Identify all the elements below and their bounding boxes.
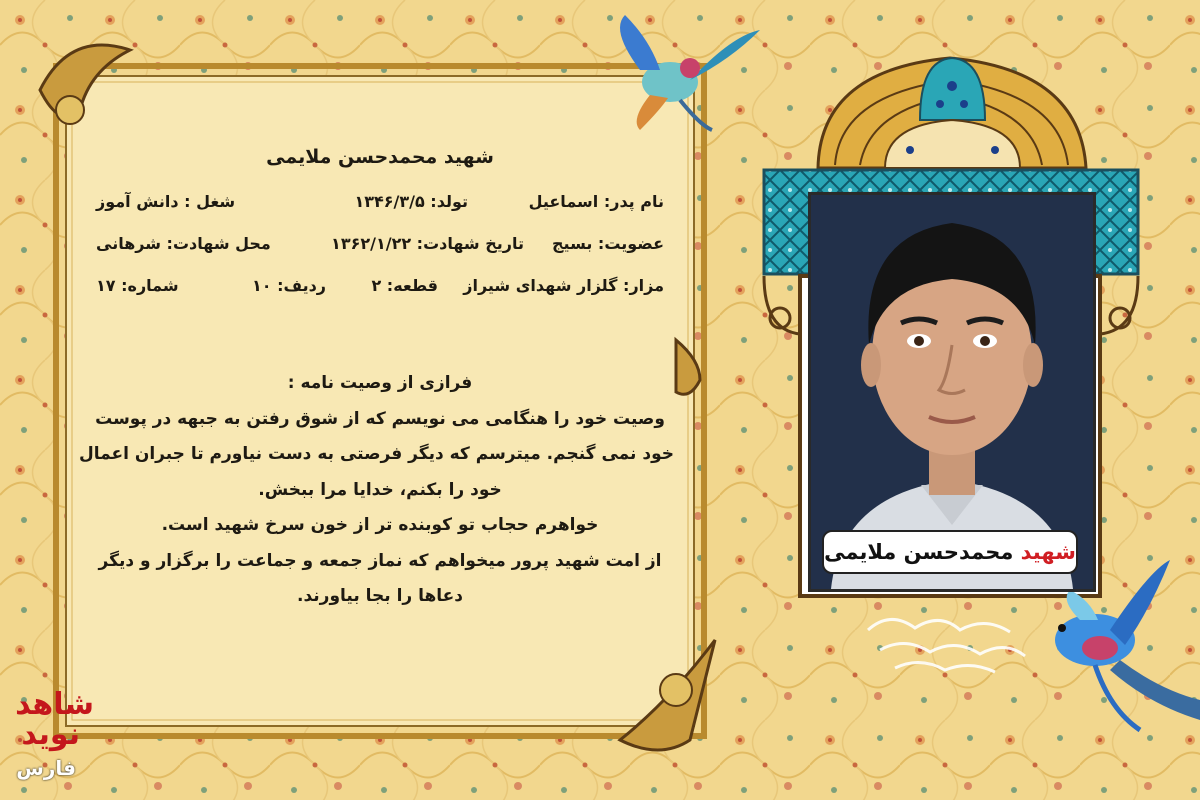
caption-name: محمدحسن ملایمی [824, 540, 1014, 564]
will-excerpt [78, 366, 674, 615]
martyrdom-date: تاریخ شهادت: ۱۳۶۲/۱/۲۲ [331, 234, 524, 253]
brand-logo [8, 688, 94, 788]
grave-location: مزار: گلزار شهدای شیراز [463, 276, 664, 295]
will-line: خواهرم حجاب تو کوبنده تر از خون سرخ شهید است. [161, 515, 599, 535]
will-line: از امت شهید پرور میخواهم که نماز جمعه و جماعت را برگزار و دیگر [98, 550, 662, 571]
info-panel [66, 76, 694, 726]
will-line: دعاها را بجا بیاورند. [297, 586, 463, 606]
info-row-3 [96, 276, 664, 306]
membership: عضویت: بسیج [552, 234, 664, 253]
grave-number: شماره: ۱۷ [96, 276, 179, 295]
grave-section: قطعه: ۲ [371, 276, 438, 295]
logo-line-1: شاهد [15, 687, 94, 722]
will-line: خود را بکنم، خدایا مرا ببخش. [258, 479, 502, 500]
grave-row: ردیف: ۱۰ [252, 276, 326, 295]
will-line: خود نمی گنجم. میترسم که دیگر فرصتی به دست نیاورم تا جبران اعمال [78, 444, 674, 464]
birth-date: تولد: ۱۳۴۶/۳/۵ [354, 192, 468, 211]
martyr-title: شهید محمدحسن ملایمی [266, 146, 494, 168]
caption-prefix: شهید [1020, 540, 1076, 564]
father-name: نام پدر: اسماعیل [528, 192, 664, 211]
info-row-1 [96, 192, 664, 222]
will-line: وصیت خود را هنگامی می نویسم که از شوق رفتن به جبهه در پوست [95, 408, 665, 429]
logo-line-2: نوید [21, 717, 80, 752]
portrait-caption [822, 530, 1078, 574]
occupation: شغل : دانش آموز [96, 192, 236, 211]
logo-line-3: فارس [16, 756, 76, 780]
info-row-2 [96, 234, 664, 264]
martyrdom-place: محل شهادت: شرهانی [96, 234, 271, 253]
will-heading: فرازی از وصیت نامه : [287, 373, 473, 393]
